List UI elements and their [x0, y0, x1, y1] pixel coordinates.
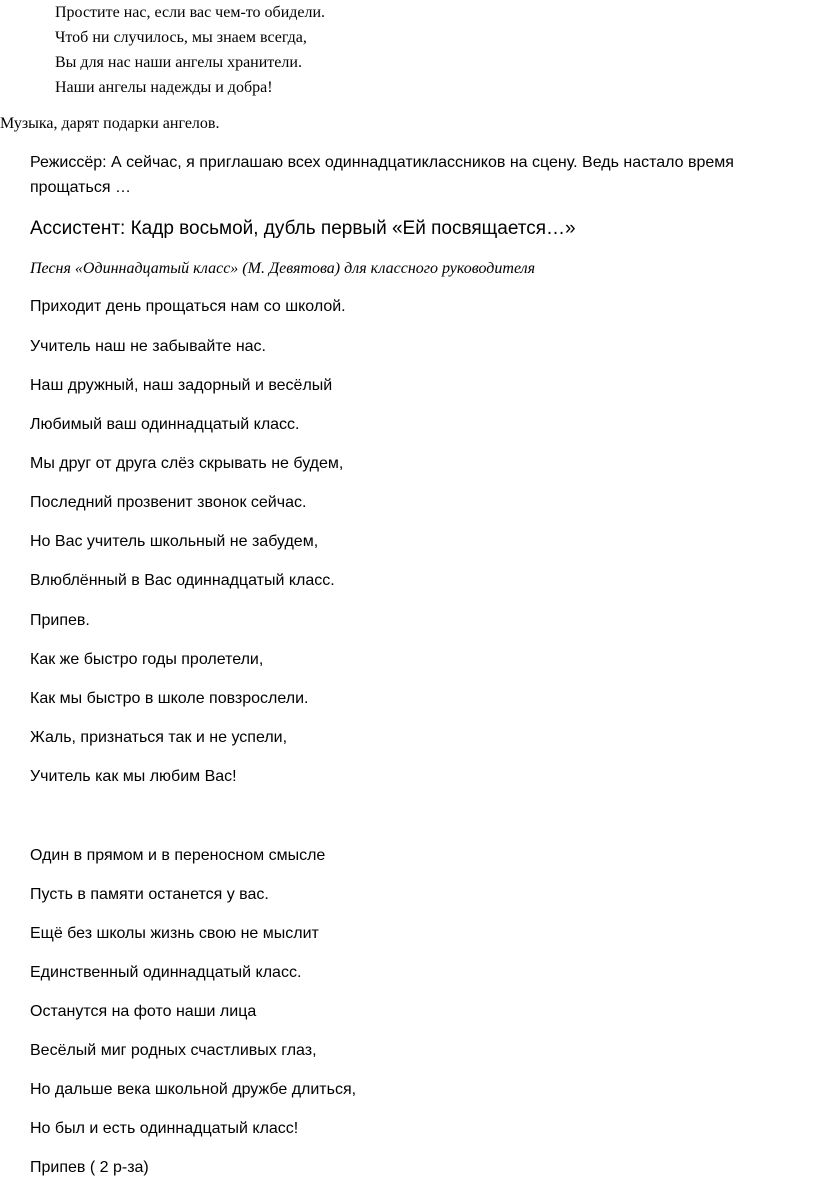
- verse-line: Но Вас учитель школьный не забудем,: [30, 533, 319, 550]
- verse-line: Наш дружный, наш задорный и весёлый: [30, 377, 333, 394]
- poem-line: Простите нас, если вас чем-то обидели.: [55, 4, 326, 21]
- poem-line: Вы для нас наши ангелы хранители.: [55, 54, 302, 71]
- chorus-line: Жаль, признаться так и не успели,: [30, 729, 288, 746]
- chorus-label: Припев.: [30, 612, 90, 629]
- poem-line: Наши ангелы надежды и добра!: [55, 79, 273, 96]
- verse-line: Но дальше века школьной дружбе длиться,: [30, 1081, 357, 1098]
- director-line: прощаться …: [30, 179, 131, 196]
- verse-line: Но был и есть одиннадцатый класс!: [30, 1120, 299, 1137]
- director-line: Режиссёр: А сейчас, я приглашаю всех одиннадцатиклассников на сцену. Ведь настало время: [30, 154, 734, 171]
- verse-line: Любимый ваш одиннадцатый класс.: [30, 416, 300, 433]
- chorus-line: Как же быстро годы пролетели,: [30, 651, 264, 668]
- verse-line: Мы друг от друга слёз скрывать не будем,: [30, 455, 344, 472]
- chorus-repeat: Припев ( 2 р-за): [30, 1159, 149, 1176]
- verse-line: Последний прозвенит звонок сейчас.: [30, 494, 307, 511]
- verse-line: Пусть в памяти останется у вас.: [30, 886, 269, 903]
- song-title: Песня «Одиннадцатый класс» (М. Девятова) для классного руководителя: [30, 260, 536, 277]
- verse-line: Единственный одиннадцатый класс.: [30, 964, 302, 981]
- chorus-line: Учитель как мы любим Вас!: [30, 768, 237, 785]
- verse-line: Влюблённый в Вас одиннадцатый класс.: [30, 572, 335, 589]
- verse-line: Один в прямом и в переносном смысле: [30, 847, 326, 864]
- verse-line: Приходит день прощаться нам со школой.: [30, 298, 346, 315]
- verse-line: Ещё без школы жизнь свою не мыслит: [30, 925, 319, 942]
- verse-line: Весёлый миг родных счастливых глаз,: [30, 1042, 317, 1059]
- stage-direction: Музыка, дарят подарки ангелов.: [0, 115, 220, 132]
- poem-line: Чтоб ни случилось, мы знаем всегда,: [55, 29, 307, 46]
- verse-line: Останутся на фото наши лица: [30, 1003, 257, 1020]
- assistant-line: Ассистент: Кадр восьмой, дубль первый «Ей посвящается…»: [30, 218, 576, 239]
- chorus-line: Как мы быстро в школе повзрослели.: [30, 690, 309, 707]
- verse-line: Учитель наш не забывайте нас.: [30, 338, 266, 355]
